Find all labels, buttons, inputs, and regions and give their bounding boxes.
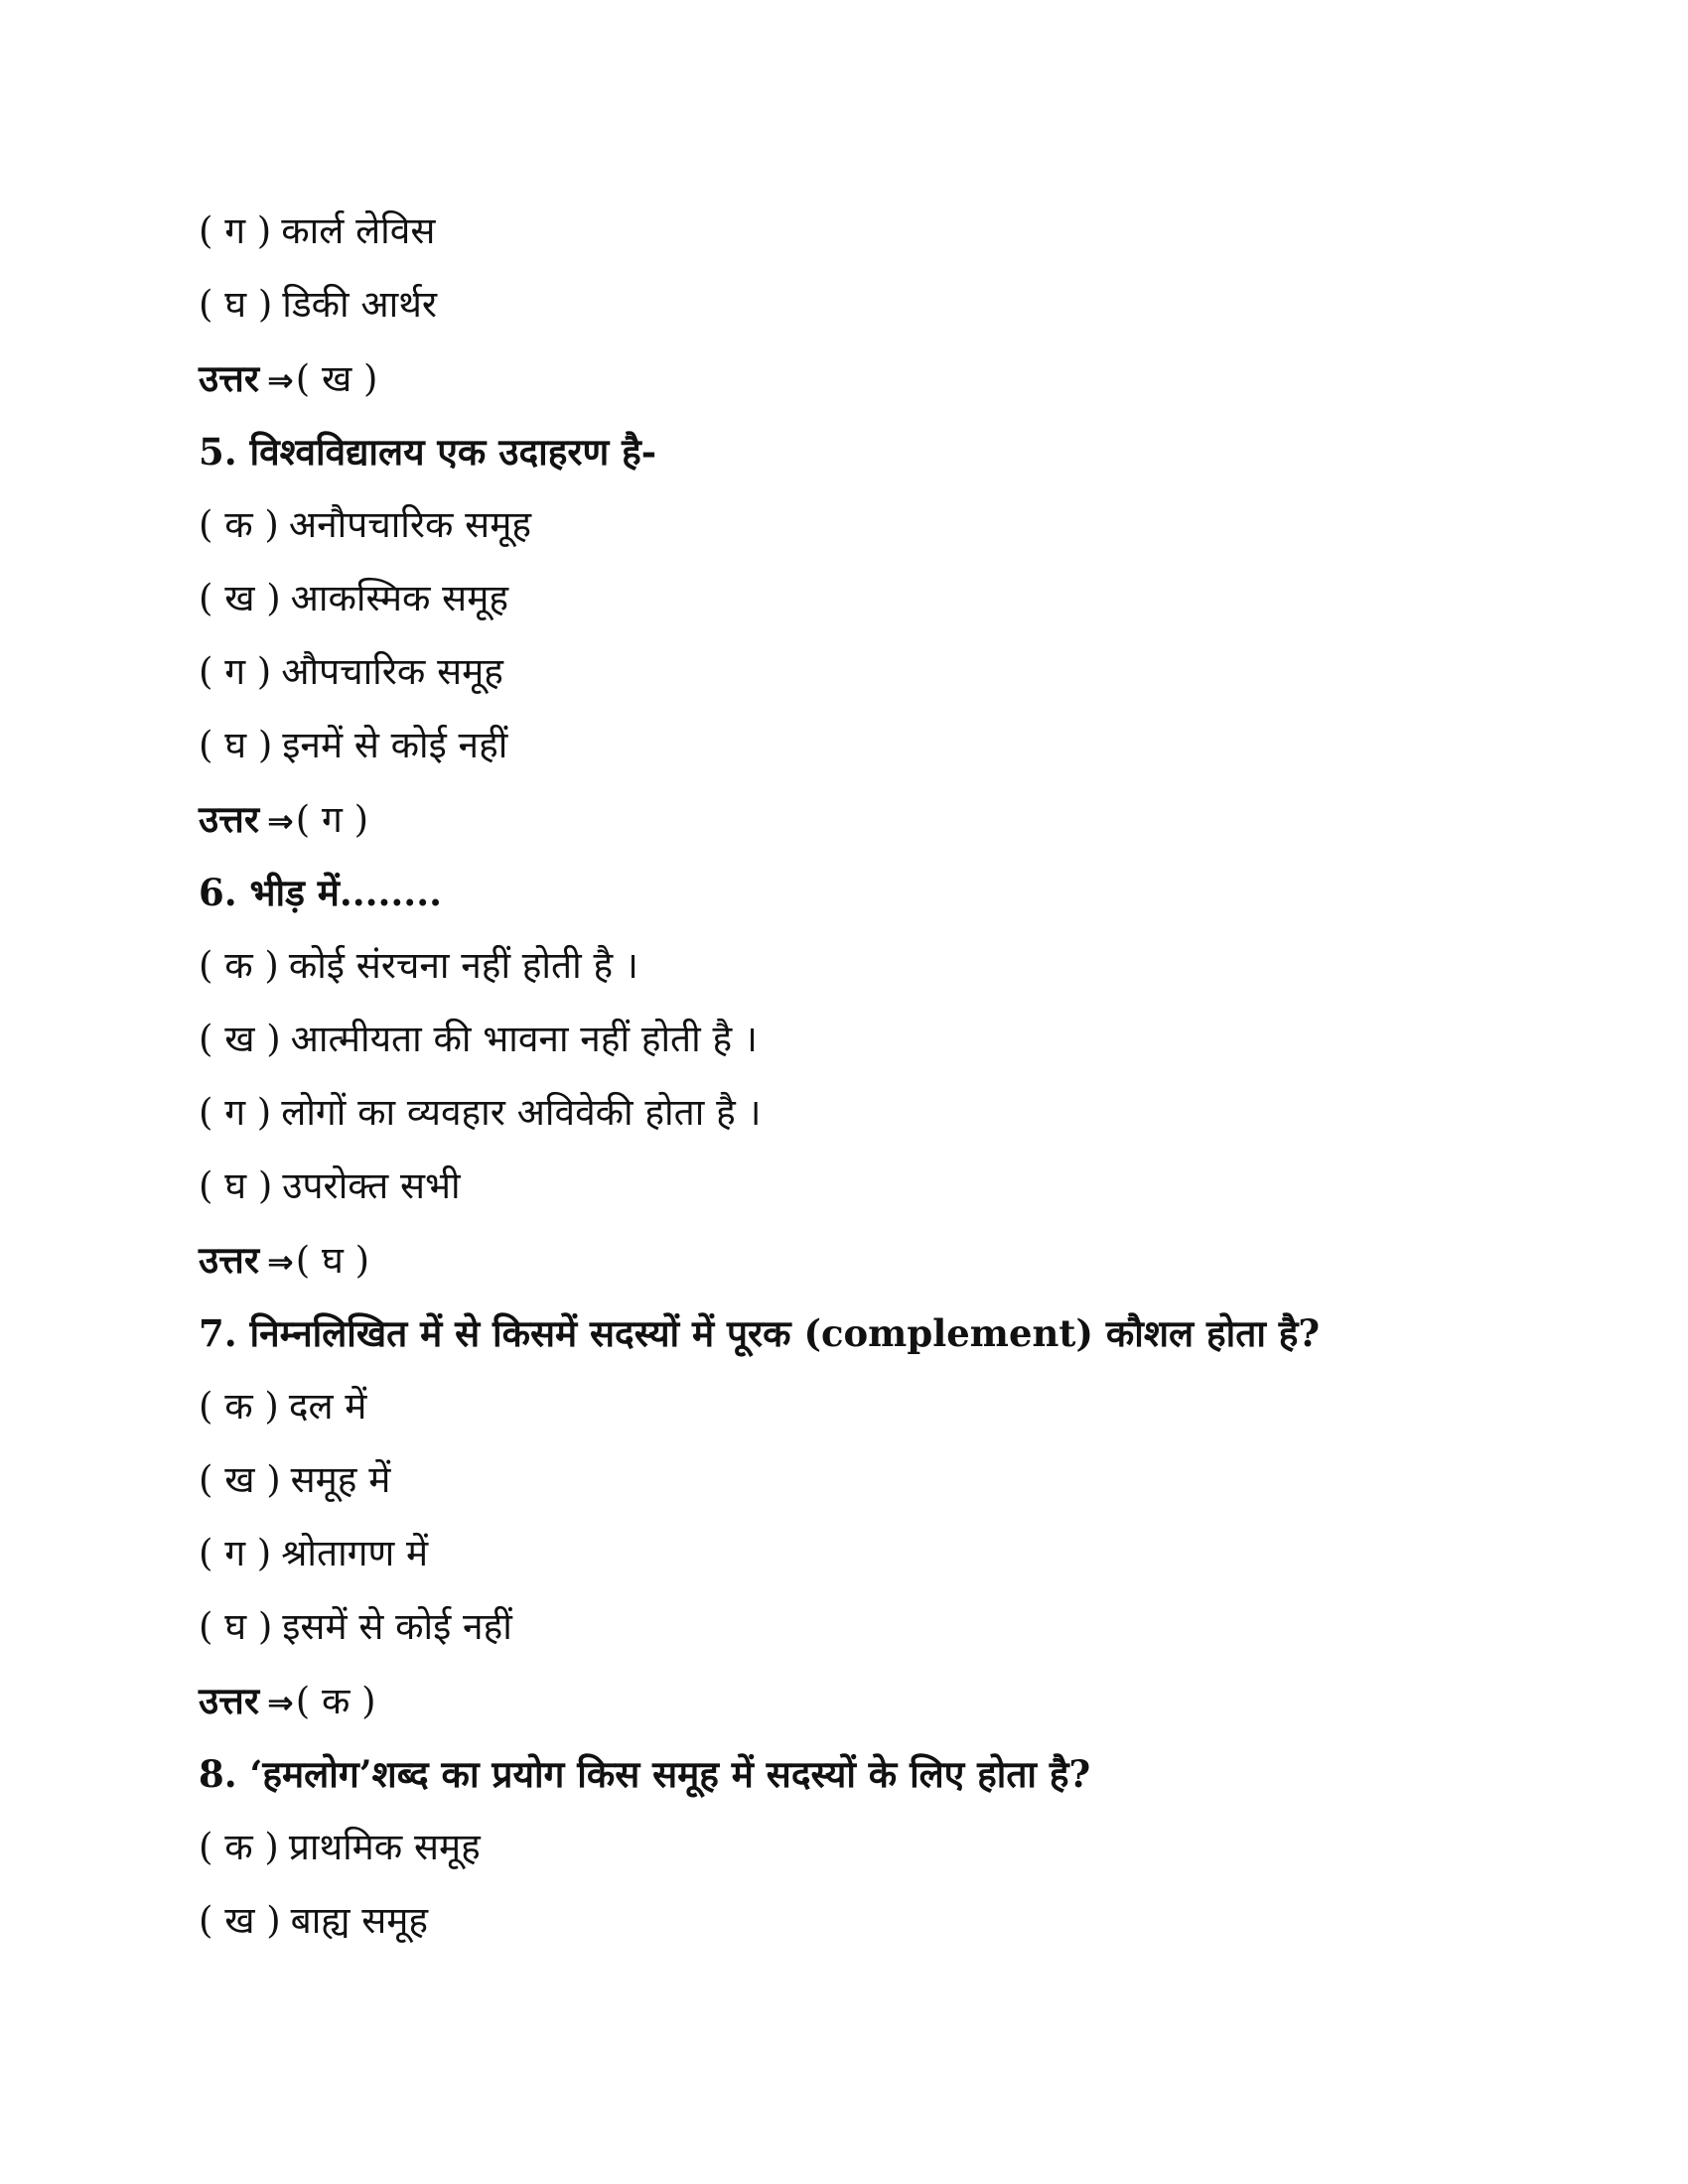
question-heading bbox=[199, 1297, 1589, 1370]
option-text: अनौपचारिक समूह bbox=[288, 503, 531, 546]
option-text: उपरोक्त सभी bbox=[282, 1164, 461, 1207]
option-text: औपचारिक समूह bbox=[281, 650, 503, 693]
option-letter: ( ग ) bbox=[199, 209, 272, 252]
question-text: 8. ‘हमलोग’शब्द का प्रयोग किस समूह में सदस्यों के लिए होता है? bbox=[199, 1752, 1091, 1796]
option-text: समूह में bbox=[290, 1458, 391, 1501]
question-text: 7. निम्नलिखित में से किसमें सदस्यों में पूरक (complement) कौशल होता है? bbox=[199, 1311, 1321, 1355]
option-text: आत्मीयता की भावना नहीं होती है । bbox=[290, 1018, 758, 1060]
answer-label: उत्तर bbox=[199, 356, 259, 400]
option-letter: ( क ) bbox=[199, 1826, 279, 1868]
option-line bbox=[199, 195, 1589, 268]
option-text: इसमें से कोई नहीं bbox=[282, 1605, 512, 1648]
option-text: कार्ल लेविस bbox=[281, 209, 436, 252]
answer-value: ( ख ) bbox=[295, 357, 378, 400]
double-arrow-icon: ⇒ bbox=[266, 1684, 294, 1721]
option-text: प्राथमिक समूह bbox=[288, 1826, 481, 1868]
option-text: आकस्मिक समूह bbox=[290, 577, 508, 619]
question-heading bbox=[199, 1737, 1589, 1811]
option-line bbox=[199, 1003, 1589, 1076]
option-text: दल में bbox=[288, 1385, 367, 1428]
answer-label: उत्तर bbox=[199, 1238, 259, 1282]
option-letter: ( घ ) bbox=[199, 283, 273, 326]
option-letter: ( ख ) bbox=[199, 577, 281, 619]
option-letter: ( ग ) bbox=[199, 650, 272, 693]
question-text: 5. विश्वविद्यालय एक उदाहरण है- bbox=[199, 430, 657, 474]
option-line bbox=[199, 268, 1589, 341]
answer-value: ( ग ) bbox=[295, 798, 369, 841]
option-line bbox=[199, 1590, 1589, 1664]
option-letter: ( ख ) bbox=[199, 1899, 281, 1942]
option-letter: ( क ) bbox=[199, 944, 279, 987]
option-text: बाह्य समूह bbox=[290, 1899, 429, 1942]
option-line bbox=[199, 562, 1589, 635]
option-letter: ( क ) bbox=[199, 503, 279, 546]
option-letter: ( ग ) bbox=[199, 1532, 272, 1574]
option-letter: ( ख ) bbox=[199, 1458, 281, 1501]
option-line bbox=[199, 1884, 1589, 1958]
document-page bbox=[199, 195, 1589, 1958]
option-line bbox=[199, 1150, 1589, 1223]
option-line bbox=[199, 1811, 1589, 1884]
double-arrow-icon: ⇒ bbox=[266, 361, 294, 399]
option-line bbox=[199, 1517, 1589, 1590]
option-text: लोगों का व्यवहार अविवेकी होता है । bbox=[281, 1091, 762, 1134]
answer-value: ( घ ) bbox=[295, 1239, 370, 1282]
question-heading bbox=[199, 415, 1589, 488]
option-text: डिकी आर्थर bbox=[282, 283, 437, 326]
option-line bbox=[199, 1370, 1589, 1443]
option-letter: ( ग ) bbox=[199, 1091, 272, 1134]
option-line bbox=[199, 709, 1589, 782]
option-letter: ( क ) bbox=[199, 1385, 279, 1428]
option-line bbox=[199, 488, 1589, 562]
option-letter: ( घ ) bbox=[199, 724, 273, 766]
option-letter: ( घ ) bbox=[199, 1605, 273, 1648]
double-arrow-icon: ⇒ bbox=[266, 802, 294, 840]
option-line bbox=[199, 929, 1589, 1003]
double-arrow-icon: ⇒ bbox=[266, 1243, 294, 1281]
answer-label: उत्तर bbox=[199, 1679, 259, 1722]
question-heading bbox=[199, 856, 1589, 929]
option-letter: ( घ ) bbox=[199, 1164, 273, 1207]
option-letter: ( ख ) bbox=[199, 1018, 281, 1060]
option-line bbox=[199, 635, 1589, 709]
answer-value: ( क ) bbox=[295, 1680, 376, 1722]
option-text: इनमें से कोई नहीं bbox=[282, 724, 508, 766]
answer-line bbox=[199, 782, 1589, 856]
option-line bbox=[199, 1076, 1589, 1150]
answer-line bbox=[199, 341, 1589, 415]
answer-line bbox=[199, 1664, 1589, 1737]
option-text: श्रोतागण में bbox=[281, 1532, 429, 1574]
answer-line bbox=[199, 1223, 1589, 1297]
option-text: कोई संरचना नहीं होती है । bbox=[288, 944, 638, 987]
option-line bbox=[199, 1443, 1589, 1517]
answer-label: उत्तर bbox=[199, 797, 259, 841]
question-text: 6. भीड़ में........ bbox=[199, 871, 442, 914]
